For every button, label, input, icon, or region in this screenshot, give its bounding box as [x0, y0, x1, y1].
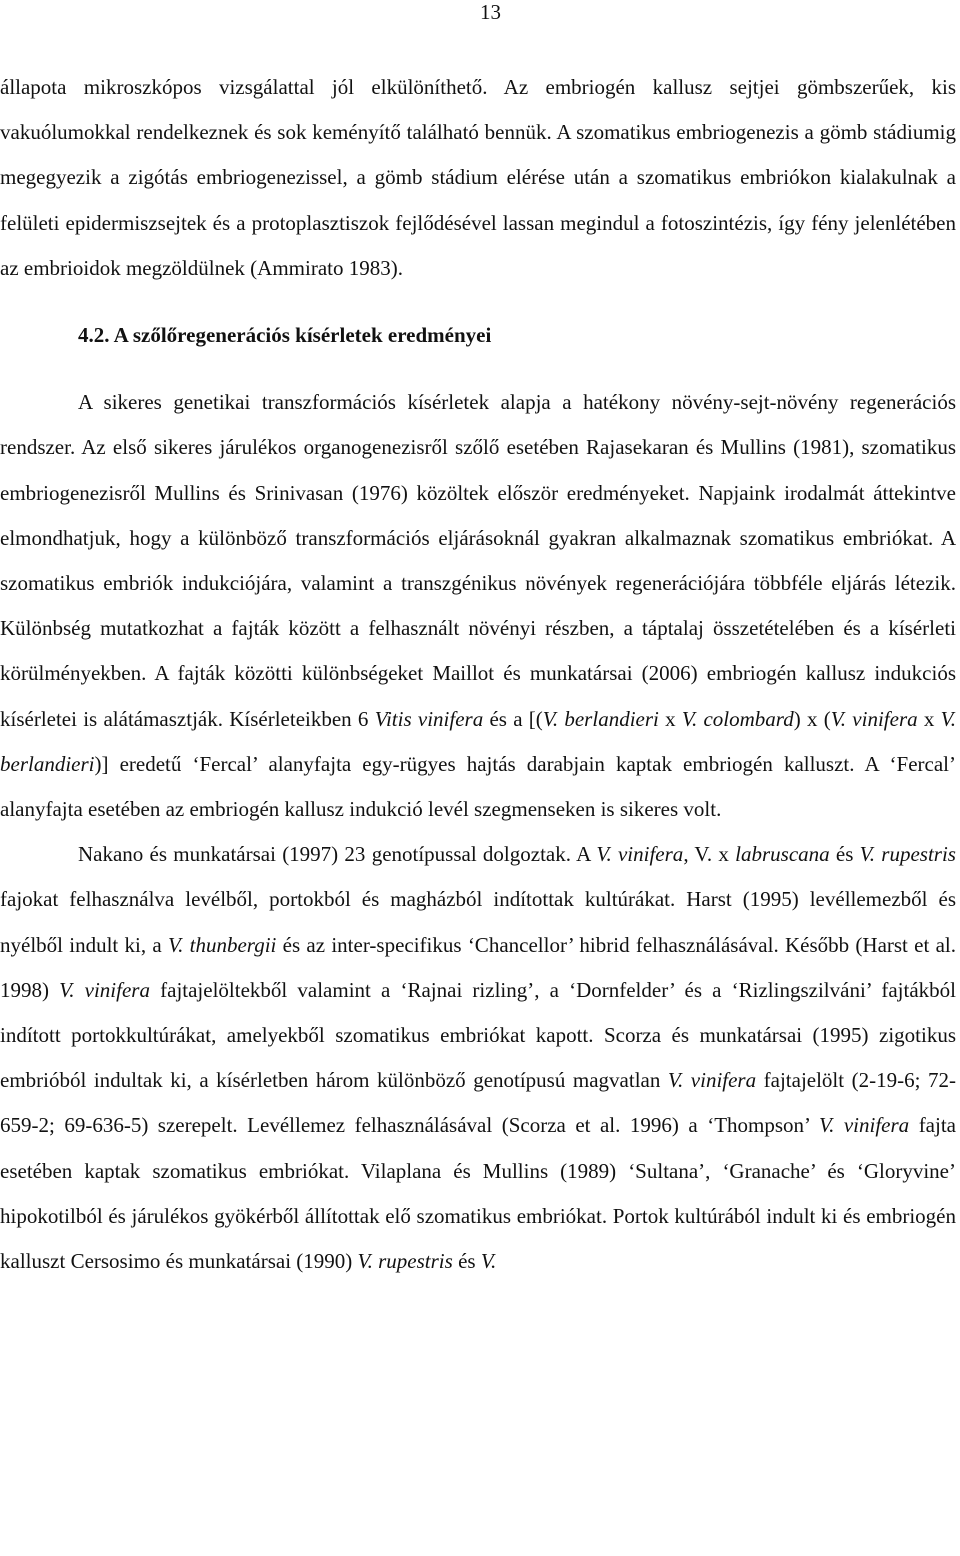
- text-run: fajtajelöltekből valamint a ‘Rajnai rizling’, a ‘Dornfelder’ és a ‘Rizlingszilváni’ fajtákból indított portokkultúrákat, amelyekből szomatikus embriókat kapott. Scorza és munkatársai (1995) zigotikus embrióból indultak ki, a kísérletben három különböző genotípusú magvatlan: [0, 977, 956, 1093]
- text-run: , V. x: [683, 842, 736, 867]
- text-run: és a [(: [483, 706, 543, 731]
- species-name: V. thunbergii: [168, 932, 277, 957]
- species-name: V. berlandieri: [0, 706, 956, 776]
- text-run: és: [452, 1249, 481, 1274]
- text-run: fajokat felhasználva levélből, portokból és magházból indítottak kultúrákat. Harst (1995) levéllemezből és nyélből indult ki, a: [0, 887, 956, 957]
- spacer: [0, 358, 956, 380]
- paragraph-regeneration: [0, 380, 956, 832]
- species-name: Vitis vinifera: [374, 706, 484, 731]
- species-name: labruscana: [735, 842, 830, 867]
- page-number: 13: [480, 0, 501, 24]
- text-run: A sikeres genetikai transzformációs kísérletek alapja a hatékony növény-sejt-növény regenerációs rendszer. Az első sikeres járulékos organogenezisről szőlő esetében Rajasekaran és Mullins (1981), szomatikus embriogenezisről Mullins és Srinivasan (1976) közöltek először eredményeket. Napjaink irodalmát áttekintve elmondhatjuk, hogy a különböző transzformációs eljárásoknál gyakran alkalmaznak szomatikus embriókat. A szomatikus embriók indukciójára, valamint a transzgénikus növények regenerációjára többféle eljárás létezik. Különbség mutatkozhat a fajták között a felhasznált növényi részben, a táptalaj összetételében és a kísérleti körülményekben. A fajták közötti különbségeket Maillot és munkatársai (2006) embriogén kallusz indukciós kísérletei is alátámasztják. Kísérleteikben 6: [0, 390, 956, 731]
- species-name: V. vinifera: [818, 1113, 910, 1138]
- paragraph-nakano: [0, 832, 956, 1284]
- species-name: V.: [480, 1249, 497, 1274]
- species-name: V. vinifera: [830, 706, 918, 731]
- text-run: fajtajelölt (2-19-6; 72-659-2; 69-636-5) szerepelt. Levéllemez felhasználásával (Scorza et al. 1996) a ‘Thompson’: [0, 1068, 956, 1138]
- text-run: )] eredetű ‘Fercal’ alanyfajta egy-rügyes hajtás darabjain kaptak embriogén kalluszt. A ‘Fercal’ alanyfajta esetében az embriogén kallusz indukció levél szegmenseken is sikeres volt.: [0, 751, 956, 822]
- species-name: V. vinifera: [596, 842, 684, 867]
- spacer: [0, 291, 956, 313]
- paragraph-text: állapota mikroszkópos vizsgálattal jól elkülöníthető. Az embriogén kallusz sejtjei gömbszerűek, kis vakuólumokkal rendelkeznek és sok keményítő található bennük. A szomatikus embriogenezis a gömb stádiumig megegyezik a zigótás embriogenezissel, a gömb stádium elérése után a szomatikus embriókon kialakulnak a felületi epidermiszsejtek és a protoplasztiszok fejlődésével lassan megindul a fotoszintézis, így fény jelenlétében az embrioidok megzöldülnek (Ammirato 1983).: [0, 75, 956, 280]
- species-name: V. rupestris: [859, 842, 956, 867]
- text-run: x: [917, 706, 941, 731]
- text-run: és az inter-specifikus ‘Chancellor’ hibrid felhasználásával. Később (Harst et al. 1998): [0, 932, 956, 1002]
- document-body: [0, 65, 956, 1284]
- text-run: x: [658, 706, 682, 731]
- text-run: ) x (: [793, 706, 831, 731]
- species-name: V. vinifera: [667, 1068, 757, 1093]
- section-heading: 4.2. A szőlőregenerációs kísérletek eredményei: [78, 323, 492, 348]
- species-name: V. rupestris: [357, 1249, 453, 1274]
- text-run: és: [829, 842, 860, 867]
- species-name: V. vinifera: [59, 977, 150, 1002]
- text-run: Nakano és munkatársai (1997) 23 genotípussal dolgoztak. A: [78, 842, 597, 867]
- species-name: V. colombard: [681, 706, 794, 731]
- text-run: fajta esetében kaptak szomatikus embriókat. Vilaplana és Mullins (1989) ‘Sultana’, ‘Granache’ és ‘Gloryvine’ hipokotilból és járulékos gyökérből állítottak elő szomatikus embriókat. Portok kultúrából indult ki és embriogén kalluszt Cersosimo és munkatársai (1990): [0, 1113, 956, 1274]
- paragraph-intro: [0, 65, 956, 291]
- species-name: V. berlandieri: [542, 706, 659, 731]
